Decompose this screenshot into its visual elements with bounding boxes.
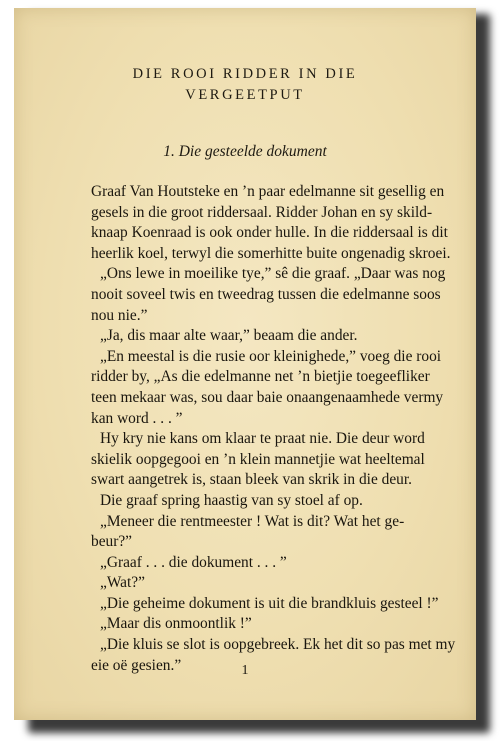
text-line: „Die kluis se slot is oopgebreek. Ek het dit so pas met my <box>100 636 456 654</box>
text-line: beur?” <box>91 533 133 551</box>
book-title-line-1: DIE ROOI RIDDER IN DIE <box>132 66 358 82</box>
text-line: swart aangetrek is, staan bleek van skrik in die deur. <box>91 471 412 489</box>
text-line: skielik oopgegooi en ’n klein mannetjie wat heeltemal <box>91 450 425 468</box>
text-line: teen mekaar was, sou daar baie onaangenaamhede vermy <box>91 388 444 406</box>
text-line: „En meestal is die rusie oor kleinighede,” voeg die rooi <box>100 347 442 365</box>
text-line: ridder by, „As die edelmanne net ’n bietjie toegeefliker <box>91 368 430 386</box>
text-line: Hy kry nie kans om klaar te praat nie. Die deur word <box>100 430 425 448</box>
text-line: „Ja, dis maar alte waar,” beaam die ander. <box>100 327 358 345</box>
book-title-line-2: VERGEETPUT <box>185 87 305 103</box>
body-text <box>91 182 463 676</box>
text-line: „Graaf . . . die dokument . . . ” <box>100 553 287 571</box>
text-line: Graaf Van Houtsteke en ’n paar edelmanne sit gesellig en <box>91 183 445 200</box>
text-line: gesels in die groot riddersaal. Ridder Johan en sy skild- <box>91 203 433 221</box>
text-line: „Maar dis onmoontlik !” <box>100 615 252 633</box>
text-line: nooit soveel twis en tweedrag tussen die edelmanne soos <box>91 285 441 303</box>
text-line: „Meneer die rentmeester ! Wat is dit? Wat het ge- <box>100 512 405 530</box>
text-line: knaap Koenraad is ook onder hulle. In die riddersaal is dit <box>91 224 448 242</box>
text-line: heerlik koel, terwyl die somerhitte buite ongenadig skroei. <box>91 244 451 262</box>
text-line: „Die geheime dokument is uit die brandkluis gesteel !” <box>100 594 439 612</box>
text-line: eie oë gesien.” <box>91 656 182 674</box>
text-line: Die graaf spring haastig van sy stoel af op. <box>100 491 363 509</box>
page-number: 1 <box>241 663 249 678</box>
chapter-heading: 1. Die gesteelde dokument <box>163 143 327 160</box>
text-line: „Wat?” <box>100 574 145 592</box>
book-page <box>14 8 476 720</box>
text-line: nou nie.” <box>91 306 148 324</box>
text-line: kan word . . . ” <box>91 409 183 427</box>
text-line: „Ons lewe in moeilike tye,” sê die graaf. „Daar was nog <box>100 265 446 283</box>
